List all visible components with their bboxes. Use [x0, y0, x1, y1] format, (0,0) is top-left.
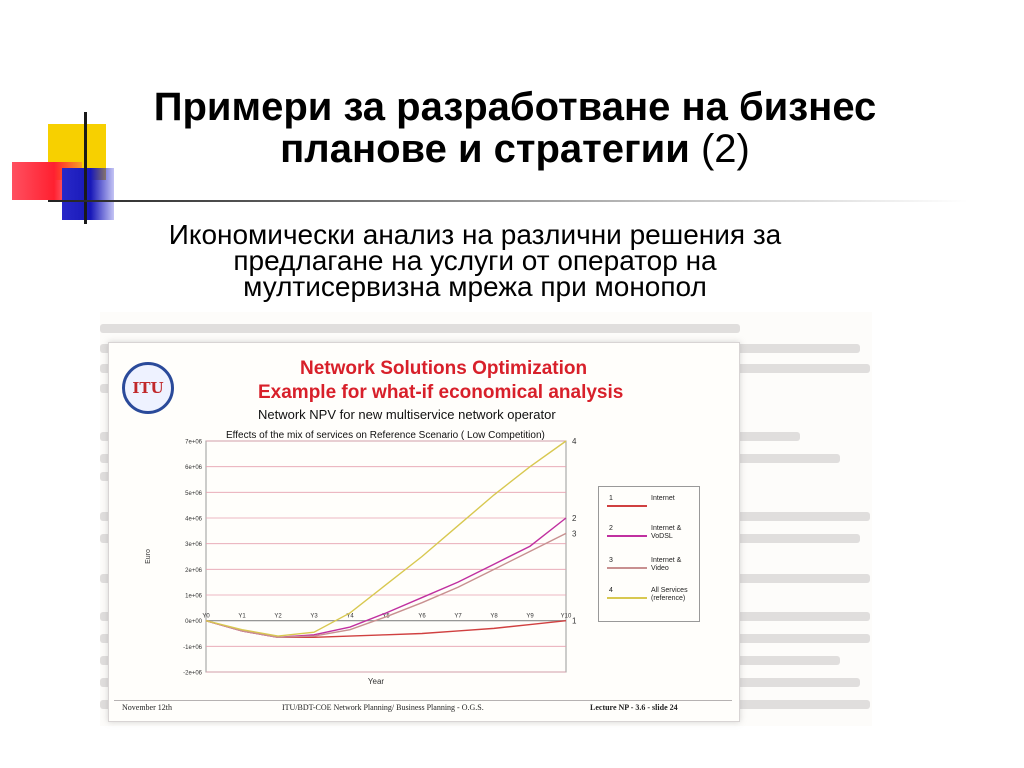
slide-title-line1: Примери за разработване на бизнес — [153, 85, 877, 129]
legend-swatch — [607, 597, 647, 599]
legend-swatch — [607, 567, 647, 569]
legend-swatch — [607, 505, 647, 507]
x-tick-label: Y7 — [454, 613, 462, 620]
legend-label: Internet & Video — [651, 557, 682, 572]
series-end-marker: 2 — [572, 514, 577, 523]
x-axis-label: Year — [367, 677, 385, 686]
legend-label: All Services (reference) — [651, 587, 688, 602]
series-end-marker: 4 — [572, 437, 577, 446]
plot-frame — [206, 441, 566, 672]
y-tick-label: 0e+00 — [185, 619, 202, 626]
legend-label: Internet — [651, 495, 675, 502]
x-tick-label: Y2 — [274, 613, 282, 620]
x-tick-label: Y9 — [526, 613, 534, 620]
y-tick-label: 1e+06 — [185, 593, 202, 600]
y-tick-label: 4e+06 — [185, 516, 202, 523]
y-tick-label: -2e+06 — [183, 670, 202, 677]
chart-subtitle: Effects of the mix of services on Reference Scenario ( Low Competition) — [226, 430, 545, 441]
y-tick-label: 5e+06 — [185, 490, 202, 497]
y-tick-label: 3e+06 — [185, 542, 202, 549]
logo-text: ITU — [132, 379, 164, 397]
footer-slide-number: Lecture NP - 3.6 - slide 24 — [590, 703, 678, 712]
chart-title: Network NPV for new multiservice network operator — [258, 407, 556, 422]
series-line — [206, 441, 566, 636]
y-tick-label: 6e+06 — [185, 465, 202, 472]
x-tick-label: Y3 — [310, 613, 318, 620]
embedded-footer — [114, 700, 732, 715]
x-tick-label: Y1 — [238, 613, 246, 620]
series-end-marker: 1 — [572, 616, 577, 626]
series-end-marker: 3 — [572, 529, 577, 539]
footer-center: ITU/BDT-COE Network Planning/ Business Planning - O.G.S. — [282, 703, 484, 712]
x-tick-label: Y0 — [202, 613, 210, 620]
x-tick-label: Y6 — [418, 613, 426, 620]
y-tick-label: -1e+06 — [183, 644, 202, 651]
legend-marker: 2 — [609, 525, 613, 532]
footer-date: November 12th — [122, 703, 172, 712]
embedded-title-line2: Example for what-if economical analysis — [258, 382, 624, 403]
x-tick-label: Y4 — [346, 613, 354, 620]
legend-swatch — [607, 535, 647, 537]
slide-title-number: (2) — [689, 127, 750, 171]
embedded-title-line1: Network Solutions Optimization — [300, 358, 588, 379]
y-axis-label: Euro — [145, 549, 152, 564]
legend-marker: 1 — [609, 495, 613, 502]
legend-marker: 4 — [609, 587, 613, 594]
x-tick-label: Y8 — [490, 613, 498, 620]
y-tick-label: 2e+06 — [185, 567, 202, 574]
subtitle-line: Икономически анализ на различни решения за — [168, 219, 782, 250]
legend-label: Internet & VoDSL — [651, 525, 682, 540]
subtitle-line: мултисервизна мрежа при монопол — [243, 271, 707, 302]
subtitle-line: предлагане на услуги от оператор на — [233, 245, 717, 276]
legend-marker: 3 — [609, 557, 613, 564]
x-tick-label: Y10 — [560, 613, 572, 620]
chart-legend — [598, 486, 700, 622]
x-tick-label: Y5 — [382, 613, 390, 620]
slide-title-bold-part: планове и стратегии — [280, 127, 690, 171]
y-tick-label: 7e+06 — [185, 439, 202, 446]
